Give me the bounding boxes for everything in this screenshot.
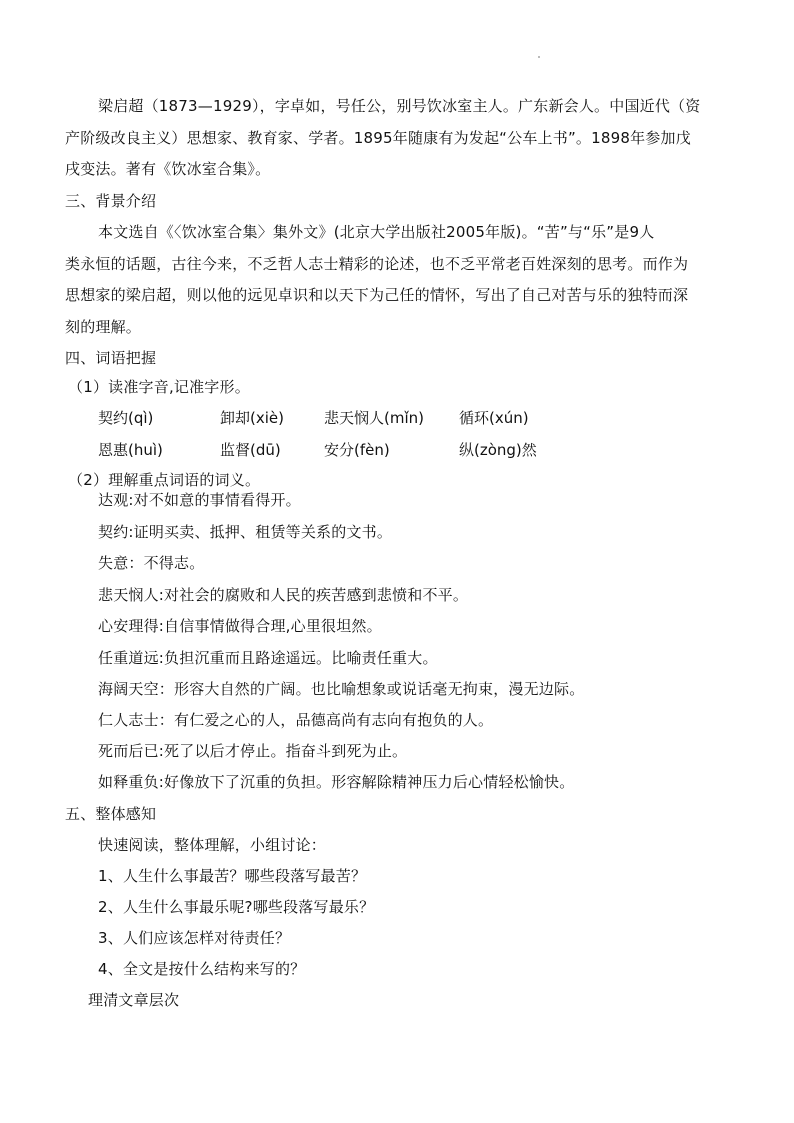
section-heading-vocabulary: 四、词语把握 bbox=[65, 349, 157, 367]
term-definition: 悲天悯人:对社会的腐败和人民的疾苦感到悲愤和不平。 bbox=[98, 586, 469, 604]
scan-speck bbox=[538, 56, 540, 58]
discussion-question: 1、人生什么事最苦？哪些段落写最苦？ bbox=[98, 867, 367, 885]
term-definition: 失意：不得志。 bbox=[98, 554, 205, 572]
pinyin-item: 卸却(xiè) bbox=[220, 409, 284, 427]
pinyin-item: 安分(fèn) bbox=[324, 441, 390, 459]
background-line-1: 本文选自《〈饮冰室合集〉集外文》(北京大学出版社2005年版)。“苦”与“乐”是9人 bbox=[98, 223, 655, 241]
discussion-question: 2、人生什么事最乐呢?哪些段落写最乐？ bbox=[98, 898, 375, 916]
pinyin-item: 恩惠(huì) bbox=[98, 441, 163, 459]
pinyin-row-1 bbox=[0, 408, 794, 428]
term-definition: 如释重负:好像放下了沉重的负担。形容解除精神压力后心情轻松愉快。 bbox=[98, 773, 575, 791]
term-definition: 任重道远:负担沉重而且路途遥远。比喻责任重大。 bbox=[98, 649, 438, 667]
term-definition: 心安理得:自信事情做得合理,心里很坦然。 bbox=[98, 617, 382, 635]
background-line-4: 刻的理解。 bbox=[65, 318, 142, 336]
term-definition: 契约:证明买卖、抵押、租赁等关系的文书。 bbox=[98, 523, 393, 541]
pinyin-row-2 bbox=[0, 440, 794, 460]
vocab-subheading-meaning: （2）理解重点词语的词义。 bbox=[68, 471, 261, 489]
intro-line-2: 产阶级改良主义）思想家、教育家、学者。1895年随康有为发起“公车上书”。1898年参加戊 bbox=[65, 129, 691, 147]
term-definition: 仁人志士：有仁爱之心的人，品德高尚有志向有抱负的人。 bbox=[98, 711, 494, 729]
intro-line-1: 梁启超（1873—1929），字卓如，号任公，别号饮冰室主人。广东新会人。中国近代（资 bbox=[98, 97, 701, 115]
discussion-question: 3、人们应该怎样对待责任？ bbox=[98, 929, 291, 947]
intro-line-3: 戌变法。著有《饮冰室合集》。 bbox=[65, 160, 271, 178]
term-definition: 死而后已:死了以后才停止。指奋斗到死为止。 bbox=[98, 742, 408, 760]
pinyin-item: 契约(qì) bbox=[98, 409, 154, 427]
term-definition: 海阔天空：形容大自然的广阔。也比喻想象或说话毫无拘束，漫无边际。 bbox=[98, 680, 585, 698]
discussion-question: 4、全文是按什么结构来写的？ bbox=[98, 960, 306, 978]
pinyin-item: 纵(zòng)然 bbox=[459, 441, 537, 459]
pinyin-item: 悲天悯人(mǐn) bbox=[324, 409, 424, 427]
vocab-subheading-pronunciation: （1）读准字音,记准字形。 bbox=[68, 378, 250, 396]
background-line-2: 类永恒的话题，古往今来，不乏哲人志士精彩的论述，也不乏平常老百姓深刻的思考。而作为 bbox=[65, 255, 689, 273]
pinyin-item: 监督(dū) bbox=[220, 441, 281, 459]
section-heading-overview: 五、整体感知 bbox=[65, 805, 157, 823]
pinyin-item: 循环(xún) bbox=[459, 409, 529, 427]
term-definition: 达观:对不如意的事情看得开。 bbox=[98, 491, 301, 509]
structure-note: 理清文章层次 bbox=[88, 991, 180, 1009]
section-heading-background: 三、背景介绍 bbox=[65, 192, 157, 210]
overview-lead: 快速阅读，整体理解，小组讨论： bbox=[98, 836, 327, 854]
background-line-3: 思想家的梁启超，则以他的远见卓识和以天下为己任的情怀，写出了自己对苦与乐的独特而深 bbox=[65, 286, 689, 304]
